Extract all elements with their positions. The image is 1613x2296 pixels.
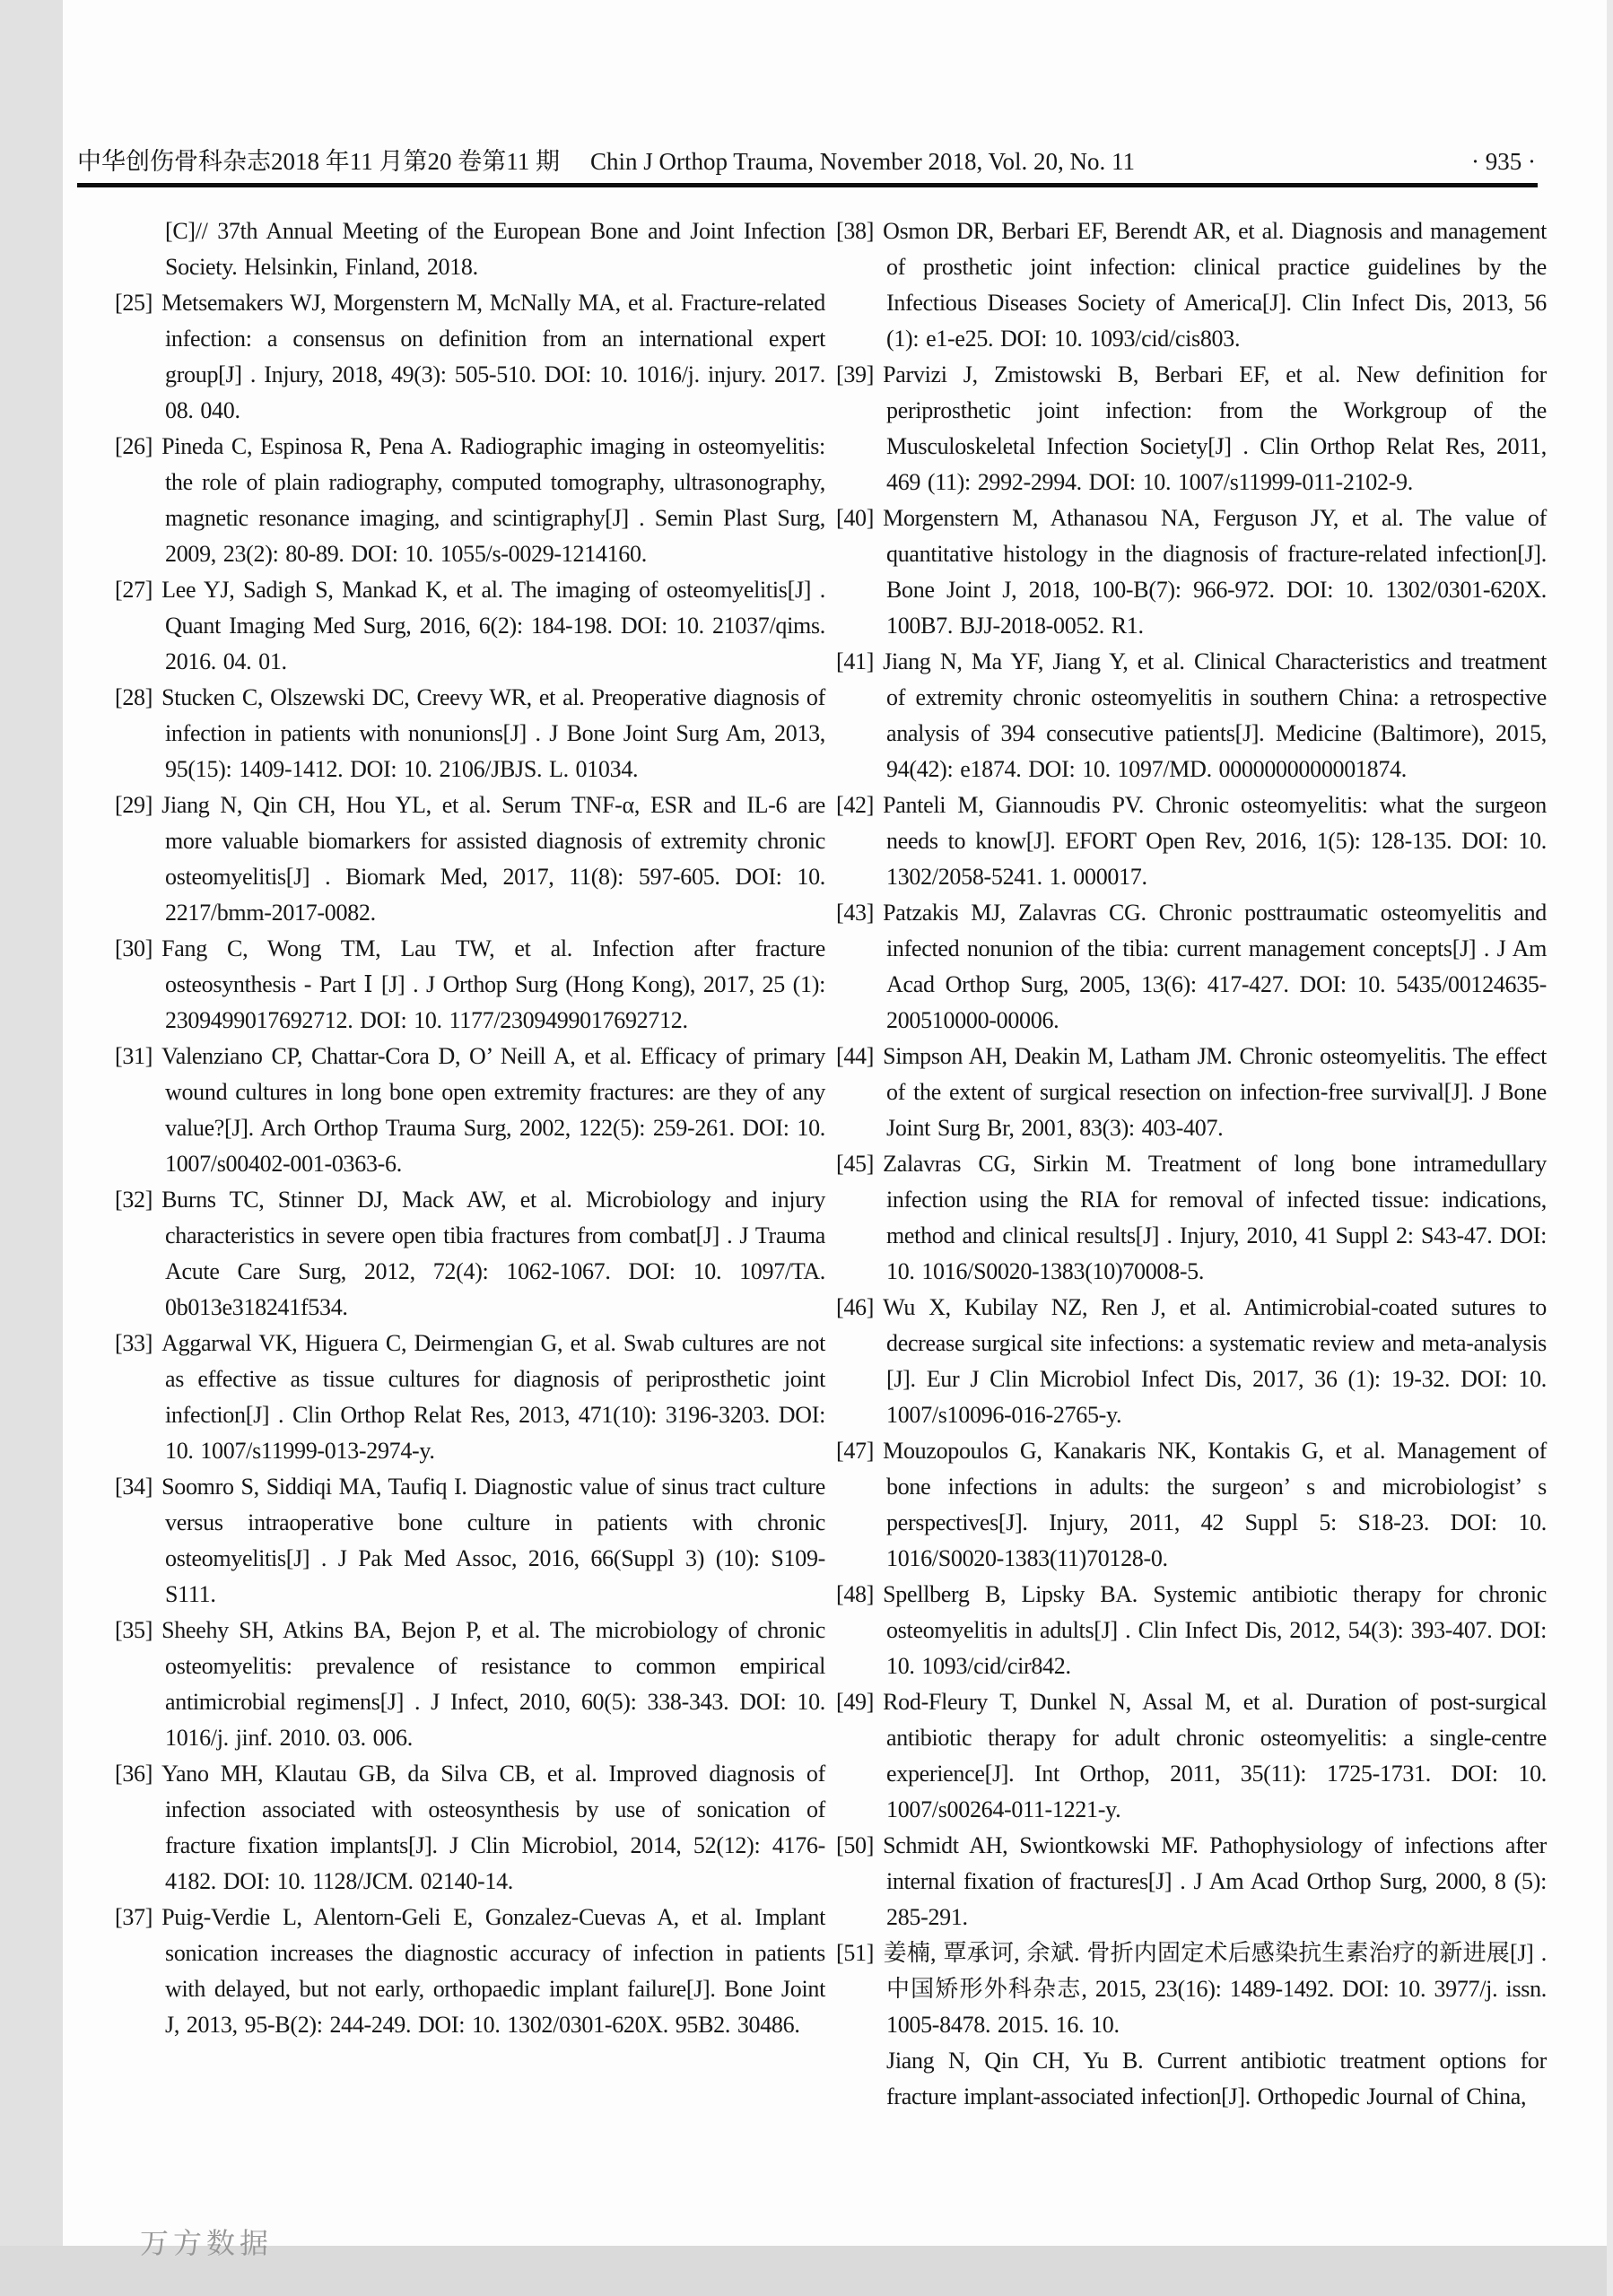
reference-number: [29]: [115, 792, 153, 818]
reference-number: [33]: [115, 1330, 153, 1356]
reference-number: [49]: [836, 1689, 875, 1715]
reference-text: Spellberg B, Lipsky BA. Systemic antibiotic therapy for chronic osteomyelitis in adults[J] . Clin Infect Dis, 2012, 54(3): 393-407. DOI: 10. 1093/cid/cir842.: [883, 1581, 1547, 1679]
reference-entry: [115, 1326, 825, 1469]
reference-number: [45]: [836, 1151, 875, 1177]
reference-number: [31]: [115, 1043, 153, 1069]
reference-entry: [115, 572, 825, 680]
reference-text: Morgenstern M, Athanasou NA, Ferguson JY, et al. The value of quantitative histology in the diagnosis of fracture-related infection[J]. Bone Joint J, 2018, 100-B(7): 966-972. DOI: 10. 1302/0301-620X. 100B7. BJJ-2018-0052. R1.: [883, 505, 1547, 639]
reference-text: Pineda C, Espinosa R, Pena A. Radiographic imaging in osteomyelitis: the role of plain radiography, computed tomography, ultrasonography, magnetic resonance imaging, and scintigraphy[J] . Semin Plast Surg, 2009, 23(2): 80-89. DOI: 10. 1055/s-0029-1214160.: [161, 433, 825, 567]
reference-text: Jiang N, Qin CH, Hou YL, et al. Serum TNF-α, ESR and IL-6 are more valuable biomarkers for assisted diagnosis of extremity chronic osteomyelitis[J] . Biomark Med, 2017, 11(8): 597-605. DOI: 10. 2217/bmm-2017-0082.: [161, 792, 825, 926]
reference-number: [39]: [836, 361, 875, 387]
reference-entry: [836, 1146, 1547, 1290]
header-rule: [77, 183, 1538, 187]
reference-entry: [836, 2043, 1547, 2115]
page-number: · 935 ·: [1471, 148, 1536, 175]
reference-number: [25]: [115, 290, 153, 316]
reference-entry: [836, 357, 1547, 500]
reference-entry: [115, 1469, 825, 1613]
reference-entry: [836, 1290, 1547, 1433]
journal-title-cn: 中华创伤骨科杂志2018 年11 月第20 卷第11 期: [77, 148, 560, 175]
reference-entry: [836, 1039, 1547, 1146]
reference-text: Jiang N, Ma YF, Jiang Y, et al. Clinical Characteristics and treatment of extremity chronic osteomyelitis in southern China: a retrospective analysis of 394 consecutive patients[J]. Medicine (Baltimore), 2015, 94(42): e1874. DOI: 10. 1097/MD. 0000000000001874.: [883, 648, 1547, 782]
reference-entry: [115, 429, 825, 572]
reference-text: Parvizi J, Zmistowski B, Berbari EF, et al. New definition for periprosthetic joint infection: from the Workgroup of the Musculoskeletal Infection Society[J] . Clin Orthop Relat Res, 2011, 469 (11): 2992-2994. DOI: 10. 1007/s11999-011-2102-9.: [883, 361, 1547, 495]
reference-number: [34]: [115, 1474, 153, 1500]
reference-entry: [836, 1433, 1547, 1577]
reference-number: [32]: [115, 1187, 153, 1213]
references-column-left: [115, 213, 825, 2043]
reference-text: Panteli M, Giannoudis PV. Chronic osteomyelitis: what the surgeon needs to know[J]. EFORT Open Rev, 2016, 1(5): 128-135. DOI: 10. 1302/2058-5241. 1. 000017.: [883, 792, 1547, 890]
reference-text: Patzakis MJ, Zalavras CG. Chronic posttraumatic osteomyelitis and infected nonunion of the tibia: current management concepts[J] . J Am Acad Orthop Surg, 2005, 13(6): 417-427. DOI: 10. 5435/00124635-200510000-00006.: [883, 900, 1547, 1033]
reference-number: [30]: [115, 935, 153, 961]
reference-entry: [836, 1935, 1547, 2043]
reference-entry: [115, 1900, 825, 2043]
reference-text: Wu X, Kubilay NZ, Ren J, et al. Antimicrobial-coated sutures to decrease surgical site infections: a systematic review and meta-analysis [J]. Eur J Clin Microbiol Infect Dis, 2017, 36 (1): 19-32. DOI: 10. 1007/s10096-016-2765-y.: [883, 1294, 1547, 1428]
reference-number: [42]: [836, 792, 875, 818]
reference-text: Jiang N, Qin CH, Yu B. Current antibiotic treatment options for fracture implant-associated infection[J]. Orthopedic Journal of China,: [886, 2048, 1547, 2109]
page-header: [77, 142, 1536, 177]
reference-text: Sheehy SH, Atkins BA, Bejon P, et al. The microbiology of chronic osteomyelitis: prevalence of resistance to common empirical antimicrobial regimens[J] . J Infect, 2010, 60(5): 338-343. DOI: 10. 1016/j. jinf. 2010. 03. 006.: [161, 1617, 825, 1751]
reference-number: [26]: [115, 433, 153, 459]
reference-entry: [836, 1577, 1547, 1684]
scan-edge-left: [0, 0, 63, 2296]
journal-masthead: [77, 142, 1135, 177]
reference-number: [46]: [836, 1294, 875, 1320]
reference-entry: [115, 285, 825, 429]
reference-text: Stucken C, Olszewski DC, Creevy WR, et al. Preoperative diagnosis of infection in patients with nonunions[J] . J Bone Joint Surg Am, 2013, 95(15): 1409-1412. DOI: 10. 2106/JBJS. L. 01034.: [161, 684, 825, 782]
reference-number: [27]: [115, 577, 153, 603]
reference-entry: [836, 500, 1547, 644]
reference-entry: [836, 787, 1547, 895]
reference-number: [35]: [115, 1617, 153, 1643]
reference-entry: [115, 213, 825, 285]
reference-number: [44]: [836, 1043, 875, 1069]
reference-text: Mouzopoulos G, Kanakaris NK, Kontakis G, et al. Management of bone infections in adults: the surgeon’ s and microbiologist’ s perspectives[J]. Injury, 2011, 42 Suppl 5: S18-23. DOI: 10. 1016/S0020-1383(11)70128-0.: [883, 1438, 1547, 1571]
reference-entry: [115, 931, 825, 1039]
reference-number: [51]: [836, 1940, 875, 1966]
reference-text: Yano MH, Klautau GB, da Silva CB, et al. Improved diagnosis of infection associated with osteosynthesis by use of sonication of fracture fixation implants[J]. J Clin Microbiol, 2014, 52(12): 4176-4182. DOI: 10. 1128/JCM. 02140-14.: [161, 1761, 825, 1894]
scan-edge-right: [1607, 0, 1613, 2296]
reference-entry: [115, 1756, 825, 1900]
reference-text: Fang C, Wong TM, Lau TW, et al. Infection after fracture osteosynthesis - Part Ⅰ [J] . J Orthop Surg (Hong Kong), 2017, 25 (1): 2309499017692712. DOI: 10. 1177/2309499017692712.: [161, 935, 825, 1033]
reference-number: [38]: [836, 218, 875, 244]
reference-text: Rod-Fleury T, Dunkel N, Assal M, et al. Duration of post-surgical antibiotic therapy for adult chronic osteomyelitis: a single-centre experience[J]. Int Orthop, 2011, 35(11): 1725-1731. DOI: 10. 1007/s00264-011-1221-y.: [883, 1689, 1547, 1822]
reference-text: Zalavras CG, Sirkin M. Treatment of long bone intramedullary infection using the RIA for removal of infected tissue: indications, method and clinical results[J] . Injury, 2010, 41 Suppl 2: S43-47. DOI: 10. 1016/S0020-1383(10)70008-5.: [883, 1151, 1547, 1284]
reference-text: Simpson AH, Deakin M, Latham JM. Chronic osteomyelitis. The effect of the extent of surgical resection on infection-free survival[J]. J Bone Joint Surg Br, 2001, 83(3): 403-407.: [883, 1043, 1547, 1141]
reference-text: [C]// 37th Annual Meeting of the European Bone and Joint Infection Society. Helsinkin, Finland, 2018.: [165, 218, 825, 280]
journal-title-en: Chin J Orthop Trauma, November 2018, Vol. 20, No. 11: [590, 148, 1136, 175]
reference-number: [50]: [836, 1832, 875, 1858]
reference-entry: [836, 1684, 1547, 1828]
reference-text: Aggarwal VK, Higuera C, Deirmengian G, et al. Swab cultures are not as effective as tissue cultures for diagnosis of periprosthetic joint infection[J] . Clin Orthop Relat Res, 2013, 471(10): 3196-3203. DOI: 10. 1007/s11999-013-2974-y.: [161, 1330, 825, 1464]
reference-entry: [836, 895, 1547, 1039]
reference-entry: [836, 1828, 1547, 1935]
reference-text: Soomro S, Siddiqi MA, Taufiq I. Diagnostic value of sinus tract culture versus intraoperative bone culture in patients with chronic osteomyelitis[J] . J Pak Med Assoc, 2016, 66(Suppl 3) (10): S109-S111.: [161, 1474, 825, 1607]
reference-entry: [115, 1039, 825, 1182]
reference-text: Osmon DR, Berbari EF, Berendt AR, et al. Diagnosis and management of prosthetic joint infection: clinical practice guidelines by the Infectious Diseases Society of America[J]. Clin Infect Dis, 2013, 56 (1): e1-e25. DOI: 10. 1093/cid/cis803.: [883, 218, 1547, 352]
reference-text: 姜楠, 覃承诃, 余斌. 骨折内固定术后感染抗生素治疗的新进展[J] . 中国矫形外科杂志, 2015, 23(16): 1489-1492. DOI: 10. 3977/j. issn. 1005-8478. 2015. 16. 10.: [883, 1940, 1547, 2038]
reference-number: [48]: [836, 1581, 875, 1607]
reference-entry: [115, 680, 825, 787]
reference-entry: [115, 1613, 825, 1756]
reference-number: [36]: [115, 1761, 153, 1787]
reference-number: [28]: [115, 684, 153, 710]
reference-text: Metsemakers WJ, Morgenstern M, McNally MA, et al. Fracture-related infection: a consensus on definition from an international expert group[J] . Injury, 2018, 49(3): 505-510. DOI: 10. 1016/j. injury. 2017. 08. 040.: [161, 290, 825, 423]
wanfang-watermark: 万方数据: [140, 2227, 274, 2259]
reference-number: [37]: [115, 1904, 153, 1930]
reference-entry: [115, 787, 825, 931]
reference-number: [43]: [836, 900, 875, 926]
reference-text: Schmidt AH, Swiontkowski MF. Pathophysiology of infections after internal fixation of fractures[J] . J Am Acad Orthop Surg, 2000, 8 (5): 285-291.: [883, 1832, 1547, 1930]
reference-number: [41]: [836, 648, 875, 674]
reference-text: Puig-Verdie L, Alentorn-Geli E, Gonzalez-Cuevas A, et al. Implant sonication increases the diagnostic accuracy of infection in patients with delayed, but not early, orthopaedic implant failure[J]. Bone Joint J, 2013, 95-B(2): 244-249. DOI: 10. 1302/0301-620X. 95B2. 30486.: [161, 1904, 825, 2038]
reference-entry: [836, 213, 1547, 357]
reference-number: [47]: [836, 1438, 875, 1464]
reference-text: Lee YJ, Sadigh S, Mankad K, et al. The imaging of osteomyelitis[J] . Quant Imaging Med Surg, 2016, 6(2): 184-198. DOI: 10. 21037/qims. 2016. 04. 01.: [161, 577, 825, 674]
reference-entry: [836, 644, 1547, 787]
reference-text: Valenziano CP, Chattar-Cora D, O’ Neill A, et al. Efficacy of primary wound cultures in long bone open extremity fractures: are they of any value?[J]. Arch Orthop Trauma Surg, 2002, 122(5): 259-261. DOI: 10. 1007/s00402-001-0363-6.: [161, 1043, 825, 1177]
reference-number: [40]: [836, 505, 875, 531]
references-column-right: [836, 213, 1547, 2115]
reference-entry: [115, 1182, 825, 1326]
reference-text: Burns TC, Stinner DJ, Mack AW, et al. Microbiology and injury characteristics in severe open tibia fractures from combat[J] . J Trauma Acute Care Surg, 2012, 72(4): 1062-1067. DOI: 10. 1097/TA. 0b013e318241f534.: [161, 1187, 825, 1320]
